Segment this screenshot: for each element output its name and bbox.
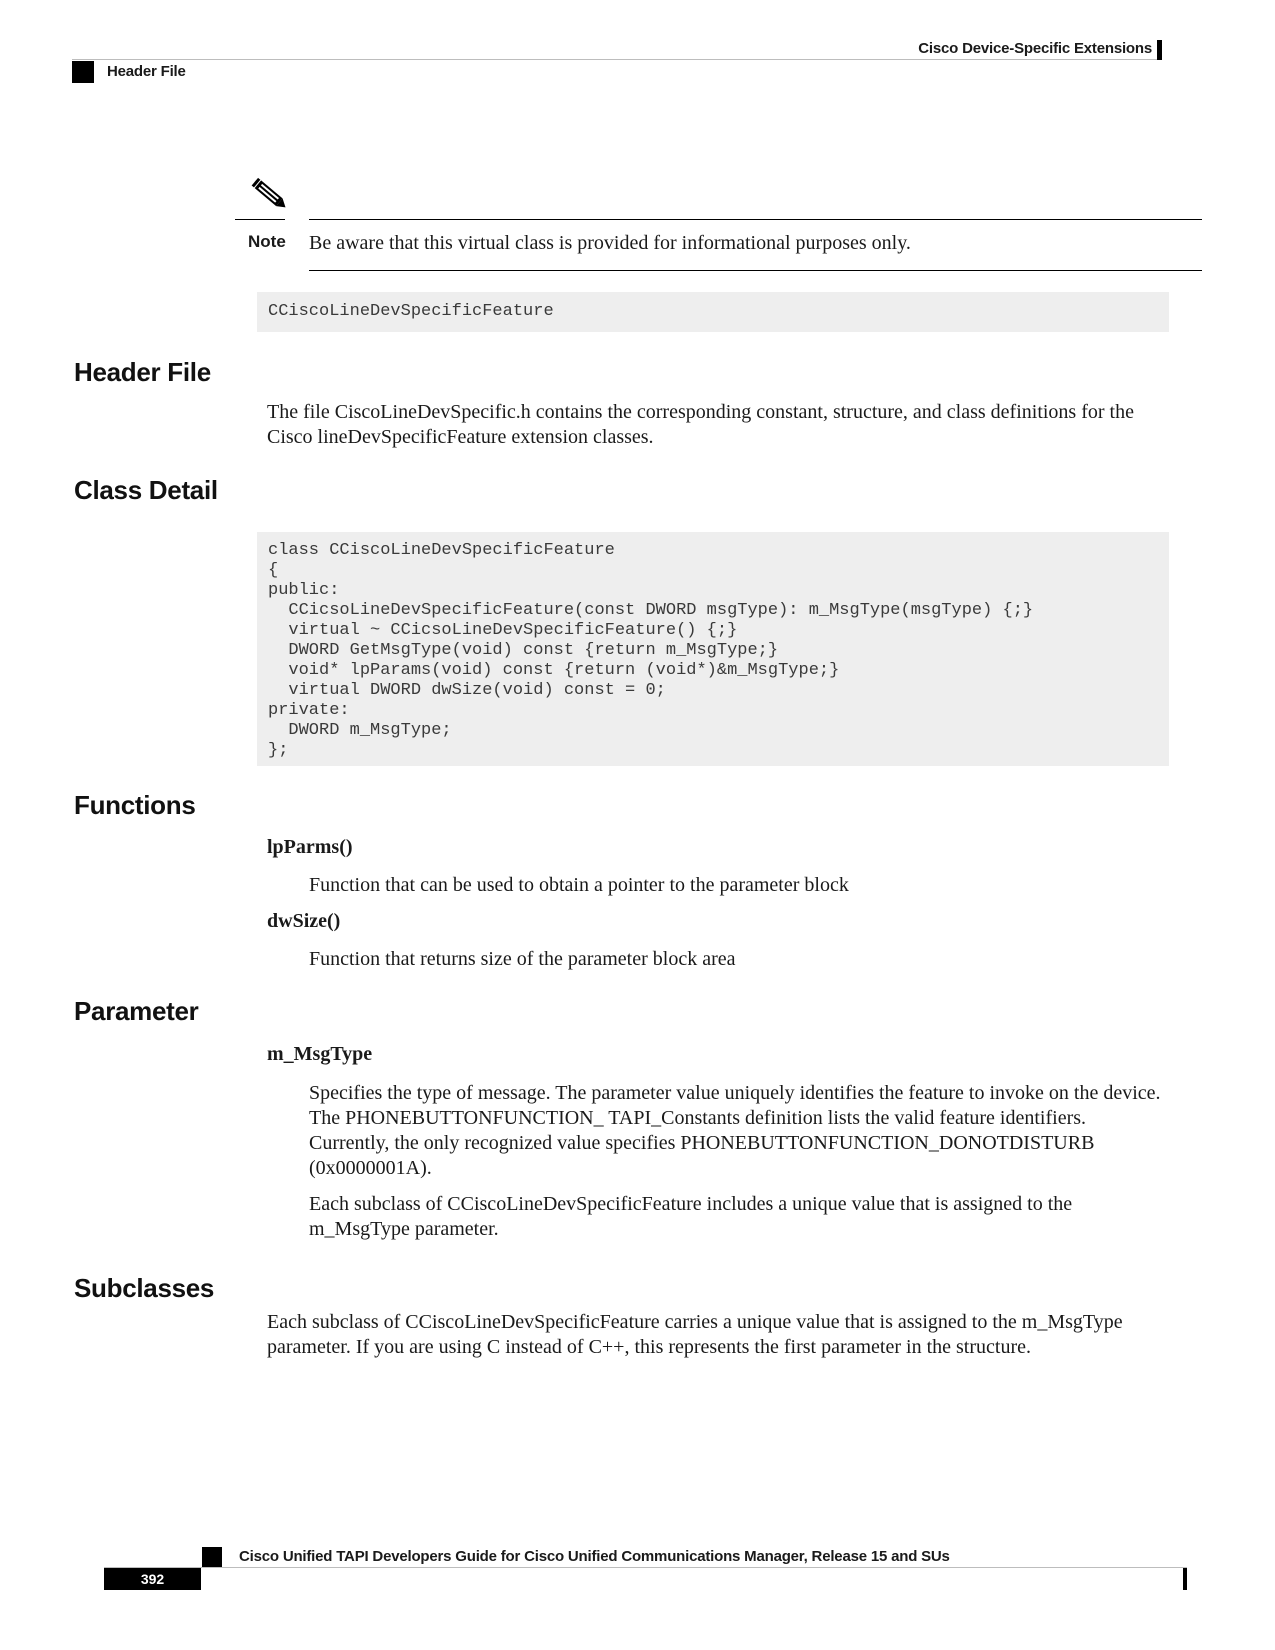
function-name: dwSize() xyxy=(267,910,341,932)
page-number: 392 xyxy=(104,1568,201,1590)
parameter-description: Each subclass of CCiscoLineDevSpecificFeature includes a unique value that is assigned to the m_MsgType parameter. xyxy=(309,1193,1073,1240)
function-description: Function that returns size of the parameter block area xyxy=(309,948,736,970)
header-rule xyxy=(72,59,1162,60)
header-marker-bar xyxy=(1157,40,1162,60)
header-chapter-title: Cisco Device-Specific Extensions xyxy=(918,40,1152,57)
footer-rule xyxy=(104,1567,1187,1568)
note-bottom-rule xyxy=(309,270,1202,271)
footer-marker-block xyxy=(202,1547,222,1567)
header-section-title: Header File xyxy=(107,63,186,80)
note-label: Note xyxy=(248,232,286,251)
header-marker-block xyxy=(72,61,94,83)
note-top-rule xyxy=(309,219,1202,220)
section-title-subclasses: Subclasses xyxy=(74,1273,215,1303)
section-title-header-file: Header File xyxy=(74,357,211,387)
note-text: Be aware that this virtual class is provided for informational purposes only. xyxy=(309,232,911,254)
note-icon-underline xyxy=(235,219,285,220)
section-title-functions: Functions xyxy=(74,790,196,820)
class-name-code-block: CCiscoLineDevSpecificFeature xyxy=(257,292,1169,332)
footer-marker-bar xyxy=(1183,1568,1187,1590)
footer-book-title: Cisco Unified TAPI Developers Guide for Cisco Unified Communications Manager, Release 15 and SUs xyxy=(239,1548,950,1565)
parameter-description: Specifies the type of message. The parameter value uniquely identifies the feature to invoke on the device. The PHONEBUTTONFUNCTION_ TAPI_Constants definition lists the valid feature identifiers. Currently, the only recognized value specifies PHONEBUTTONFUNCTION_DONOTDISTURB (0x0000001A). xyxy=(309,1082,1161,1179)
header-file-text: The file CiscoLineDevSpecific.h contains the corresponding constant, structure, and class definitions for the Cisco lineDevSpecificFeature extension classes. xyxy=(267,401,1134,448)
parameter-name: m_MsgType xyxy=(267,1043,373,1065)
pencil-icon xyxy=(246,174,290,214)
function-description: Function that can be used to obtain a pointer to the parameter block xyxy=(309,874,849,896)
subclasses-text: Each subclass of CCiscoLineDevSpecificFeature carries a unique value that is assigned to the m_MsgType parameter. If you are using C instead of C++, this represents the first parameter in the structure. xyxy=(267,1311,1123,1358)
section-title-parameter: Parameter xyxy=(74,996,199,1026)
section-title-class-detail: Class Detail xyxy=(74,475,218,505)
function-name: lpParms() xyxy=(267,836,353,858)
class-detail-code-block: class CCiscoLineDevSpecificFeature { public: CCicsoLineDevSpecificFeature(const DWORD msgType): m_MsgType(msgType) {;} virtual ~ CCicsoLineDevSpecificFeature() {;} DWORD GetMsgType(void) const {return m_MsgType;} void* lpParams(void) const {return (void*)&m_MsgType;} virtual DWORD dwSize(void) const = 0; private: DWORD m_MsgType; }; xyxy=(257,532,1169,766)
